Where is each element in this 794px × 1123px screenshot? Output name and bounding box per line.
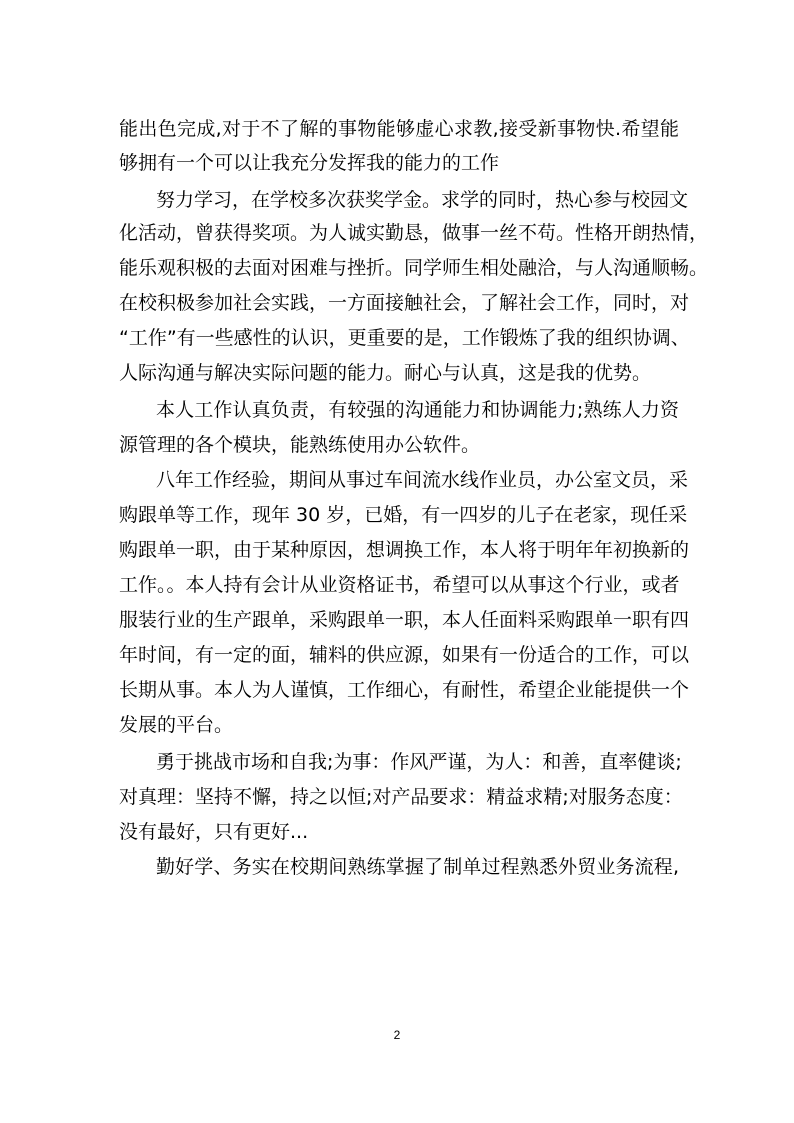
- paragraph-2-line-3: 能乐观积极的去面对困难与挫折。同学师生相处融洽，与人沟通顺畅。: [119, 257, 709, 279]
- paragraph-1-line-1: 能出色完成,对于不了解的事物能够虚心求教,接受新事物快.希望能: [119, 118, 679, 140]
- paragraph-4-line-8: 发展的平台。: [119, 714, 234, 736]
- paragraph-4-line-4: 工作。。本人持有会计从业资格证书，希望可以从事这个行业，或者: [119, 574, 680, 596]
- paragraph-4-line-1: 八年工作经验，期间从事过车间流水线作业员，办公室文员，采: [156, 469, 689, 491]
- paragraph-2-line-4: 在校积极参加社会实践，一方面接触社会，了解社会工作，同时，对: [119, 292, 690, 314]
- paragraph-5-line-3: 没有最好，只有更好...: [119, 821, 309, 843]
- paragraph-5-line-1: 勇于挑战市场和自我;为事：作风严谨，为人：和善，直率健谈;: [156, 751, 682, 773]
- paragraph-3-line-2: 源管理的各个模块，能熟练使用办公软件。: [119, 434, 481, 456]
- paragraph-4-line-6: 年时间，有一定的面，辅料的供应源，如果有一份适合的工作，可以: [119, 644, 690, 666]
- paragraph-4-line-7: 长期从事。本人为人谨慎，工作细心，有耐性，希望企业能提供一个: [119, 679, 690, 701]
- paragraph-1-line-2: 够拥有一个可以让我充分发挥我的能力的工作: [119, 152, 500, 174]
- paragraph-4-line-3: 购跟单一职，由于某种原因，想调换工作，本人将于明年年初换新的: [119, 539, 690, 561]
- paragraph-4-line-2: 购跟单等工作，现年 30 岁，已婚，有一四岁的儿子在老家，现任采: [119, 504, 688, 526]
- paragraph-2-line-1: 努力学习，在学校多次获奖学金。求学的同时，热心参与校园文: [156, 189, 689, 211]
- paragraph-3-line-1: 本人工作认真负责，有较强的沟通能力和协调能力;熟练人力资: [156, 399, 679, 421]
- paragraph-2-line-2: 化活动，曾获得奖项。为人诚实勤恳，做事一丝不苟。性格开朗热情，: [119, 222, 709, 244]
- page-number: 2: [393, 1028, 401, 1042]
- paragraph-2-line-6: 人际沟通与解决实际问题的能力。耐心与认真，这是我的优势。: [119, 362, 652, 384]
- paragraph-6-line-1: 勤好学、务实在校期间熟练掌握了制单过程熟悉外贸业务流程,: [156, 856, 679, 878]
- paragraph-5-line-2: 对真理：坚持不懈，持之以恒;对产品要求：精益求精;对服务态度：: [119, 786, 683, 808]
- paragraph-2-line-5: “工作”有一些感性的认识，更重要的是，工作锻炼了我的组织协调、: [119, 327, 690, 349]
- paragraph-4-line-5: 服装行业的生产跟单，采购跟单一职，本人任面料采购跟单一职有四: [119, 609, 690, 631]
